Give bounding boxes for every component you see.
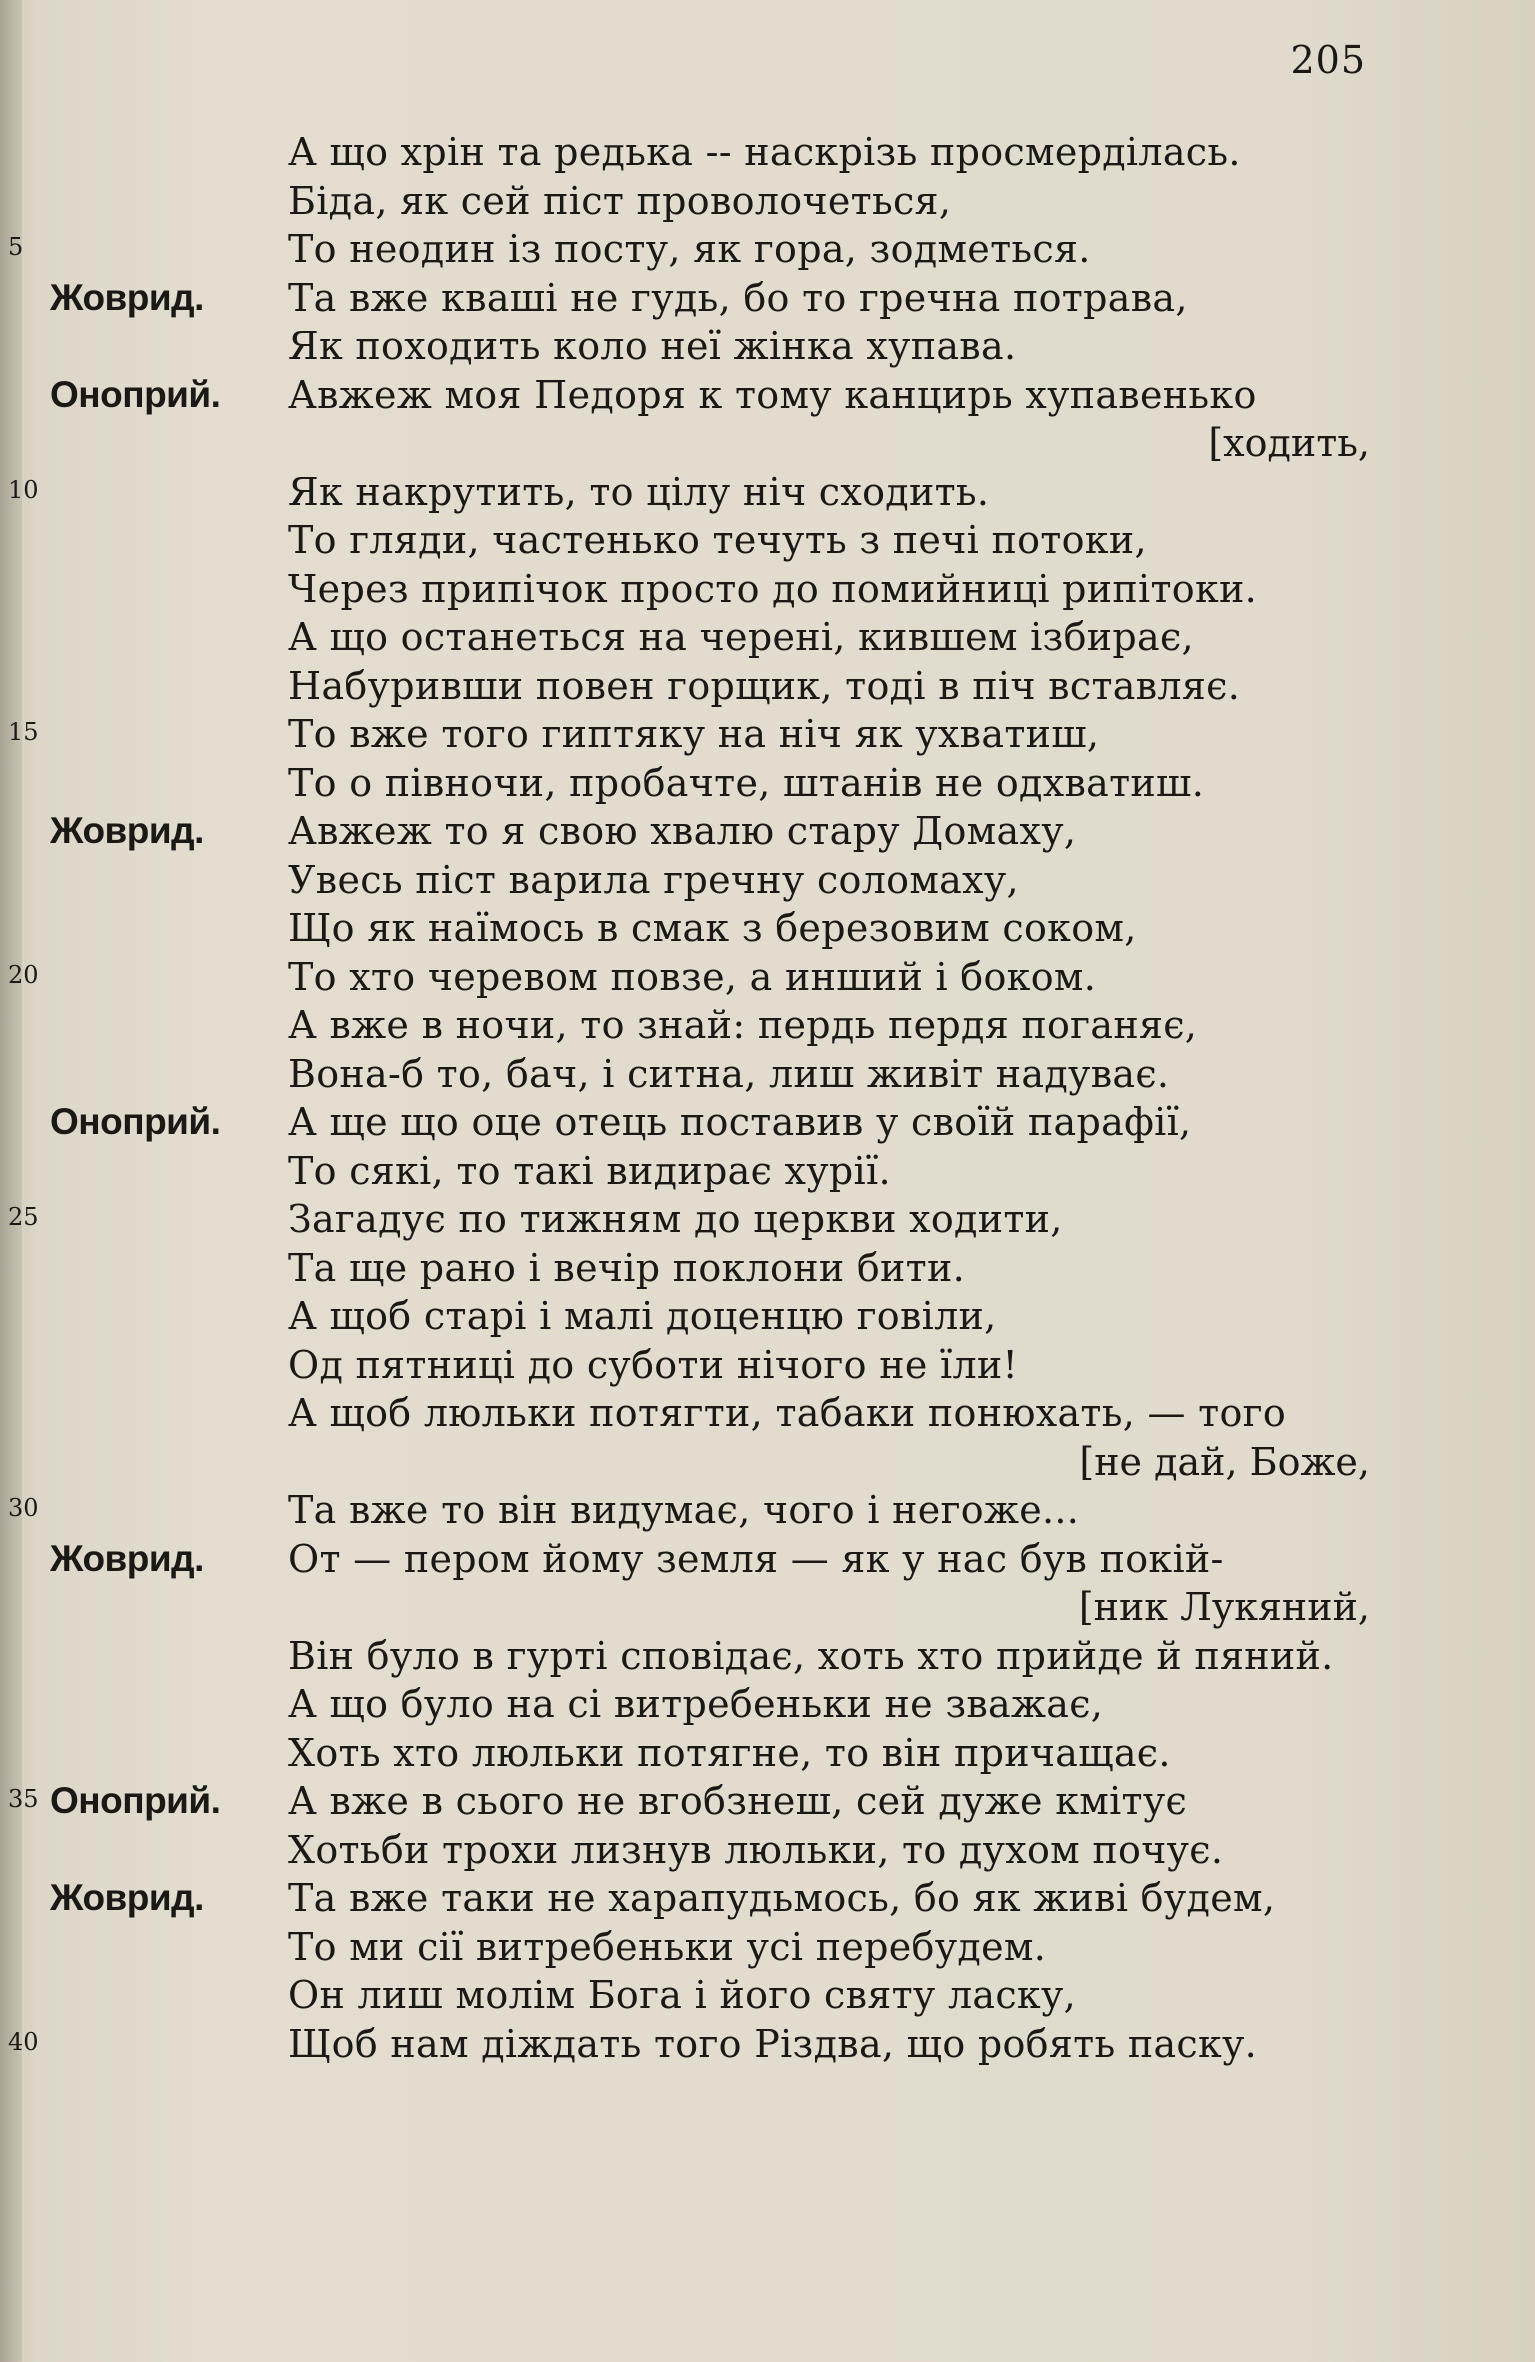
verse-text: То неодин із посту, як гора, зодметься. <box>288 227 1091 271</box>
verse-line <box>0 1971 1535 2020</box>
speaker-name: Жоврид. <box>50 1877 204 1918</box>
verse-line <box>0 225 1535 274</box>
speaker-name: Жоврид. <box>50 276 204 318</box>
verse-line <box>0 1147 1535 1196</box>
line-number: 35 <box>8 1785 39 1813</box>
verse-line <box>0 662 1535 711</box>
verse-text: Хоть хто люльки потягне, то він причащає. <box>288 1730 1171 1775</box>
verse-line <box>0 856 1535 905</box>
verse-line <box>0 613 1535 662</box>
verse-line <box>0 1292 1535 1341</box>
verse-text: Он лиш молім Бога і його святу ласку, <box>288 1973 1077 2017</box>
verse-line <box>0 710 1535 759</box>
verse-text: Увесь піст варила гречну соломаху, <box>288 857 1019 902</box>
speaker-name: Жоврид. <box>50 1537 204 1579</box>
line-number: 40 <box>8 2027 39 2056</box>
verse-text: Та вже то він видумає, чого і негоже... <box>288 1488 1080 1532</box>
verse-line <box>0 128 1535 177</box>
verse-text: Що як наїмось в смак з березовим соком, <box>288 906 1137 950</box>
verse-text: От — пером йому земля — як у нас був покій- <box>288 1536 1224 1581</box>
verse-line <box>0 419 1535 468</box>
verse-text: То ми сії витребеньки усі перебудем. <box>288 1924 1047 1969</box>
verse-line <box>0 807 1535 856</box>
verse-text: А щоб старі і малі доценцю говіли, <box>288 1294 997 1338</box>
verse-line <box>0 1438 1535 1487</box>
verse-line <box>0 1486 1535 1535</box>
verse-text: Хотьби трохи лизнув люльки, то духом почує. <box>288 1827 1224 1872</box>
speaker-name: Жоврид. <box>50 810 204 851</box>
verse-line <box>0 1923 1535 1972</box>
verse-line <box>0 953 1535 1002</box>
verse-text: Од пятниці до суботи нічого не їли! <box>288 1342 1019 1387</box>
verse-line <box>0 1535 1535 1584</box>
verse-line <box>0 516 1535 565</box>
line-number: 5 <box>8 233 24 261</box>
verse-text: Авжеж то я свою хвалю стару Домаху, <box>288 809 1077 853</box>
verse-text: А що останеться на черені, кившем ізбирає, <box>288 615 1194 659</box>
verse-text: А вже в сього не вгобзнеш, сей дуже кмітує <box>288 1779 1188 1823</box>
verse-line <box>0 1874 1535 1923</box>
verse-line <box>0 1098 1535 1147</box>
verse-text: Як походить коло неї жінка хупава. <box>288 324 1017 368</box>
line-number: 10 <box>8 475 39 504</box>
verse-line <box>0 1195 1535 1244</box>
verse-body <box>0 128 1535 2068</box>
speaker-name: Оноприй. <box>50 373 221 415</box>
verse-line <box>0 1341 1535 1390</box>
verse-text: А що хрін та редька -- наскрізь просмерділась. <box>288 130 1241 174</box>
verse-text: То сякі, то такі видирає хурії. <box>288 1148 891 1193</box>
verse-text: Авжеж моя Педоря к тому канцирь хупавенько <box>288 372 1257 417</box>
verse-line <box>0 177 1535 226</box>
verse-text: Біда, як сей піст проволочеться, <box>288 178 952 223</box>
speaker-name: Оноприй. <box>50 1101 221 1142</box>
verse-line <box>0 2020 1535 2069</box>
verse-text: А що було на сі витребеньки не зважає, <box>288 1682 1104 1726</box>
line-number: 15 <box>8 718 39 746</box>
line-continuation: [ник Лукяний, <box>1078 1585 1370 1629</box>
line-continuation: [ходить, <box>1208 421 1370 465</box>
verse-line <box>0 1389 1535 1438</box>
verse-text: А вже в ночи, то знай: пердь пердя поганяє, <box>288 1003 1198 1047</box>
verse-line <box>0 1777 1535 1826</box>
page-number: 205 <box>1290 38 1366 82</box>
verse-line <box>0 565 1535 614</box>
verse-text: Загадує по тижням до церкви ходити, <box>288 1197 1063 1241</box>
verse-line <box>0 1680 1535 1729</box>
verse-text: Та вже таки не харапудьмось, бо як живі будем, <box>288 1876 1276 1920</box>
verse-line <box>0 1001 1535 1050</box>
verse-line <box>0 1729 1535 1778</box>
verse-line <box>0 1050 1535 1099</box>
verse-text: А ще що оце отець поставив у своїй парафії, <box>288 1100 1192 1144</box>
verse-text: То гляди, частенько течуть з печі потоки, <box>288 518 1147 562</box>
verse-line <box>0 1632 1535 1681</box>
verse-line <box>0 904 1535 953</box>
verse-line <box>0 468 1535 517</box>
verse-line <box>0 371 1535 420</box>
line-number: 25 <box>8 1203 39 1231</box>
verse-text: А щоб люльки потягти, табаки понюхать, — того <box>288 1391 1287 1435</box>
speaker-name: Оноприй. <box>50 1780 221 1821</box>
verse-text: Через припічок просто до помийниці рипітоки. <box>288 566 1258 611</box>
verse-line <box>0 1826 1535 1875</box>
verse-text: Набуривши повен горщик, тоді в піч вставляє. <box>288 663 1241 708</box>
line-number: 20 <box>8 960 39 989</box>
verse-text: Як накрутить, то цілу ніч сходить. <box>288 469 990 514</box>
verse-text: Щоб нам діждать того Різдва, що робять паску. <box>288 2021 1258 2066</box>
verse-text: Та ще рано і вечір поклони бити. <box>288 1245 965 1290</box>
verse-text: Він було в гурті сповідає, хоть хто прийде й пяний. <box>288 1633 1334 1678</box>
verse-line <box>0 1244 1535 1293</box>
verse-line <box>0 759 1535 808</box>
verse-line <box>0 1583 1535 1632</box>
line-number: 30 <box>8 1494 39 1522</box>
verse-text: То хто черевом повзе, а инший і боком. <box>288 954 1097 999</box>
line-continuation: [не дай, Боже, <box>1079 1439 1370 1484</box>
verse-text: Та вже кваші не гудь, бо то гречна потрава, <box>288 275 1188 320</box>
verse-line <box>0 274 1535 323</box>
verse-text: Вона-б то, бач, і ситна, лиш живіт надуває. <box>288 1051 1170 1096</box>
verse-text: То о півночи, пробачте, штанів не одхватиш. <box>288 760 1205 805</box>
verse-text: То вже того гиптяку на ніч як ухватиш, <box>288 712 1100 756</box>
verse-line <box>0 322 1535 371</box>
